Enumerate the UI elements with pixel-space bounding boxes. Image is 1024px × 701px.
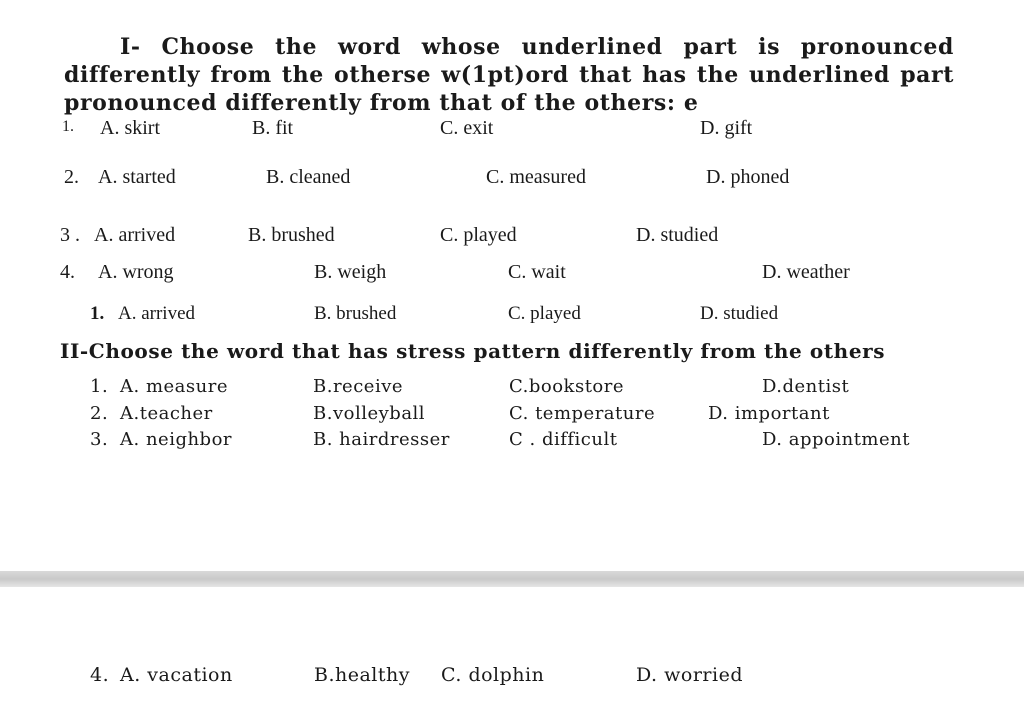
option-c: C. temperature <box>509 403 656 424</box>
option-d: D.dentist <box>762 376 850 397</box>
option-a: A. skirt <box>100 117 160 139</box>
option-b: B.volleyball <box>313 403 426 424</box>
option-a: A. arrived <box>118 303 196 324</box>
option-a: A.teacher <box>120 403 213 424</box>
option-d: D. appointment <box>762 429 910 450</box>
section1-heading: I- Choose the word whose underlined part is pronounced differently from the otherse w(1pt)ord that has the underlined part pronounced differently from that of the others: e <box>64 34 954 116</box>
question-number: 3. <box>90 429 109 450</box>
question-number: 3 . <box>60 224 80 246</box>
option-d: D. weather <box>762 261 850 283</box>
option-a: A. measure <box>120 376 228 397</box>
option-a: A. vacation <box>120 664 233 686</box>
question-number: 4. <box>60 261 75 283</box>
option-d: D. worried <box>636 664 743 686</box>
document-page-2 <box>0 588 1024 701</box>
question-number: 1. <box>90 303 105 324</box>
section2-heading: II-Choose the word that has stress pattern differently from the others <box>60 339 886 363</box>
option-a: A. started <box>98 166 176 188</box>
option-a: A. wrong <box>98 261 174 283</box>
question-number: 1. <box>62 118 74 135</box>
option-b: B. fit <box>252 117 294 139</box>
option-c: C. played <box>440 224 517 246</box>
option-b: B. hairdresser <box>313 429 450 450</box>
option-a: A. neighbor <box>120 429 233 450</box>
option-b: B. weigh <box>314 261 387 283</box>
option-d: D. studied <box>700 303 779 324</box>
question-number: 2. <box>90 403 109 424</box>
option-c: C.bookstore <box>509 376 625 397</box>
option-c: C. measured <box>486 166 586 188</box>
page-divider <box>0 571 1024 587</box>
option-c: C . difficult <box>509 429 618 450</box>
option-d: D. studied <box>636 224 719 246</box>
option-c: C. played <box>508 303 581 324</box>
option-c: C. exit <box>440 117 494 139</box>
option-d: D. gift <box>700 117 753 139</box>
option-d: D. important <box>708 403 830 424</box>
question-number: 4. <box>90 664 110 686</box>
option-c: C. wait <box>508 261 566 283</box>
question-number: 1. <box>90 376 109 397</box>
option-b: B.healthy <box>314 664 410 686</box>
question-number: 2. <box>64 166 79 188</box>
option-a: A. arrived <box>94 224 176 246</box>
option-b: B.receive <box>313 376 404 397</box>
option-d: D. phoned <box>706 166 790 188</box>
option-b: B. brushed <box>314 303 397 324</box>
option-c: C. dolphin <box>441 664 545 686</box>
option-b: B. brushed <box>248 224 335 246</box>
option-b: B. cleaned <box>266 166 351 188</box>
